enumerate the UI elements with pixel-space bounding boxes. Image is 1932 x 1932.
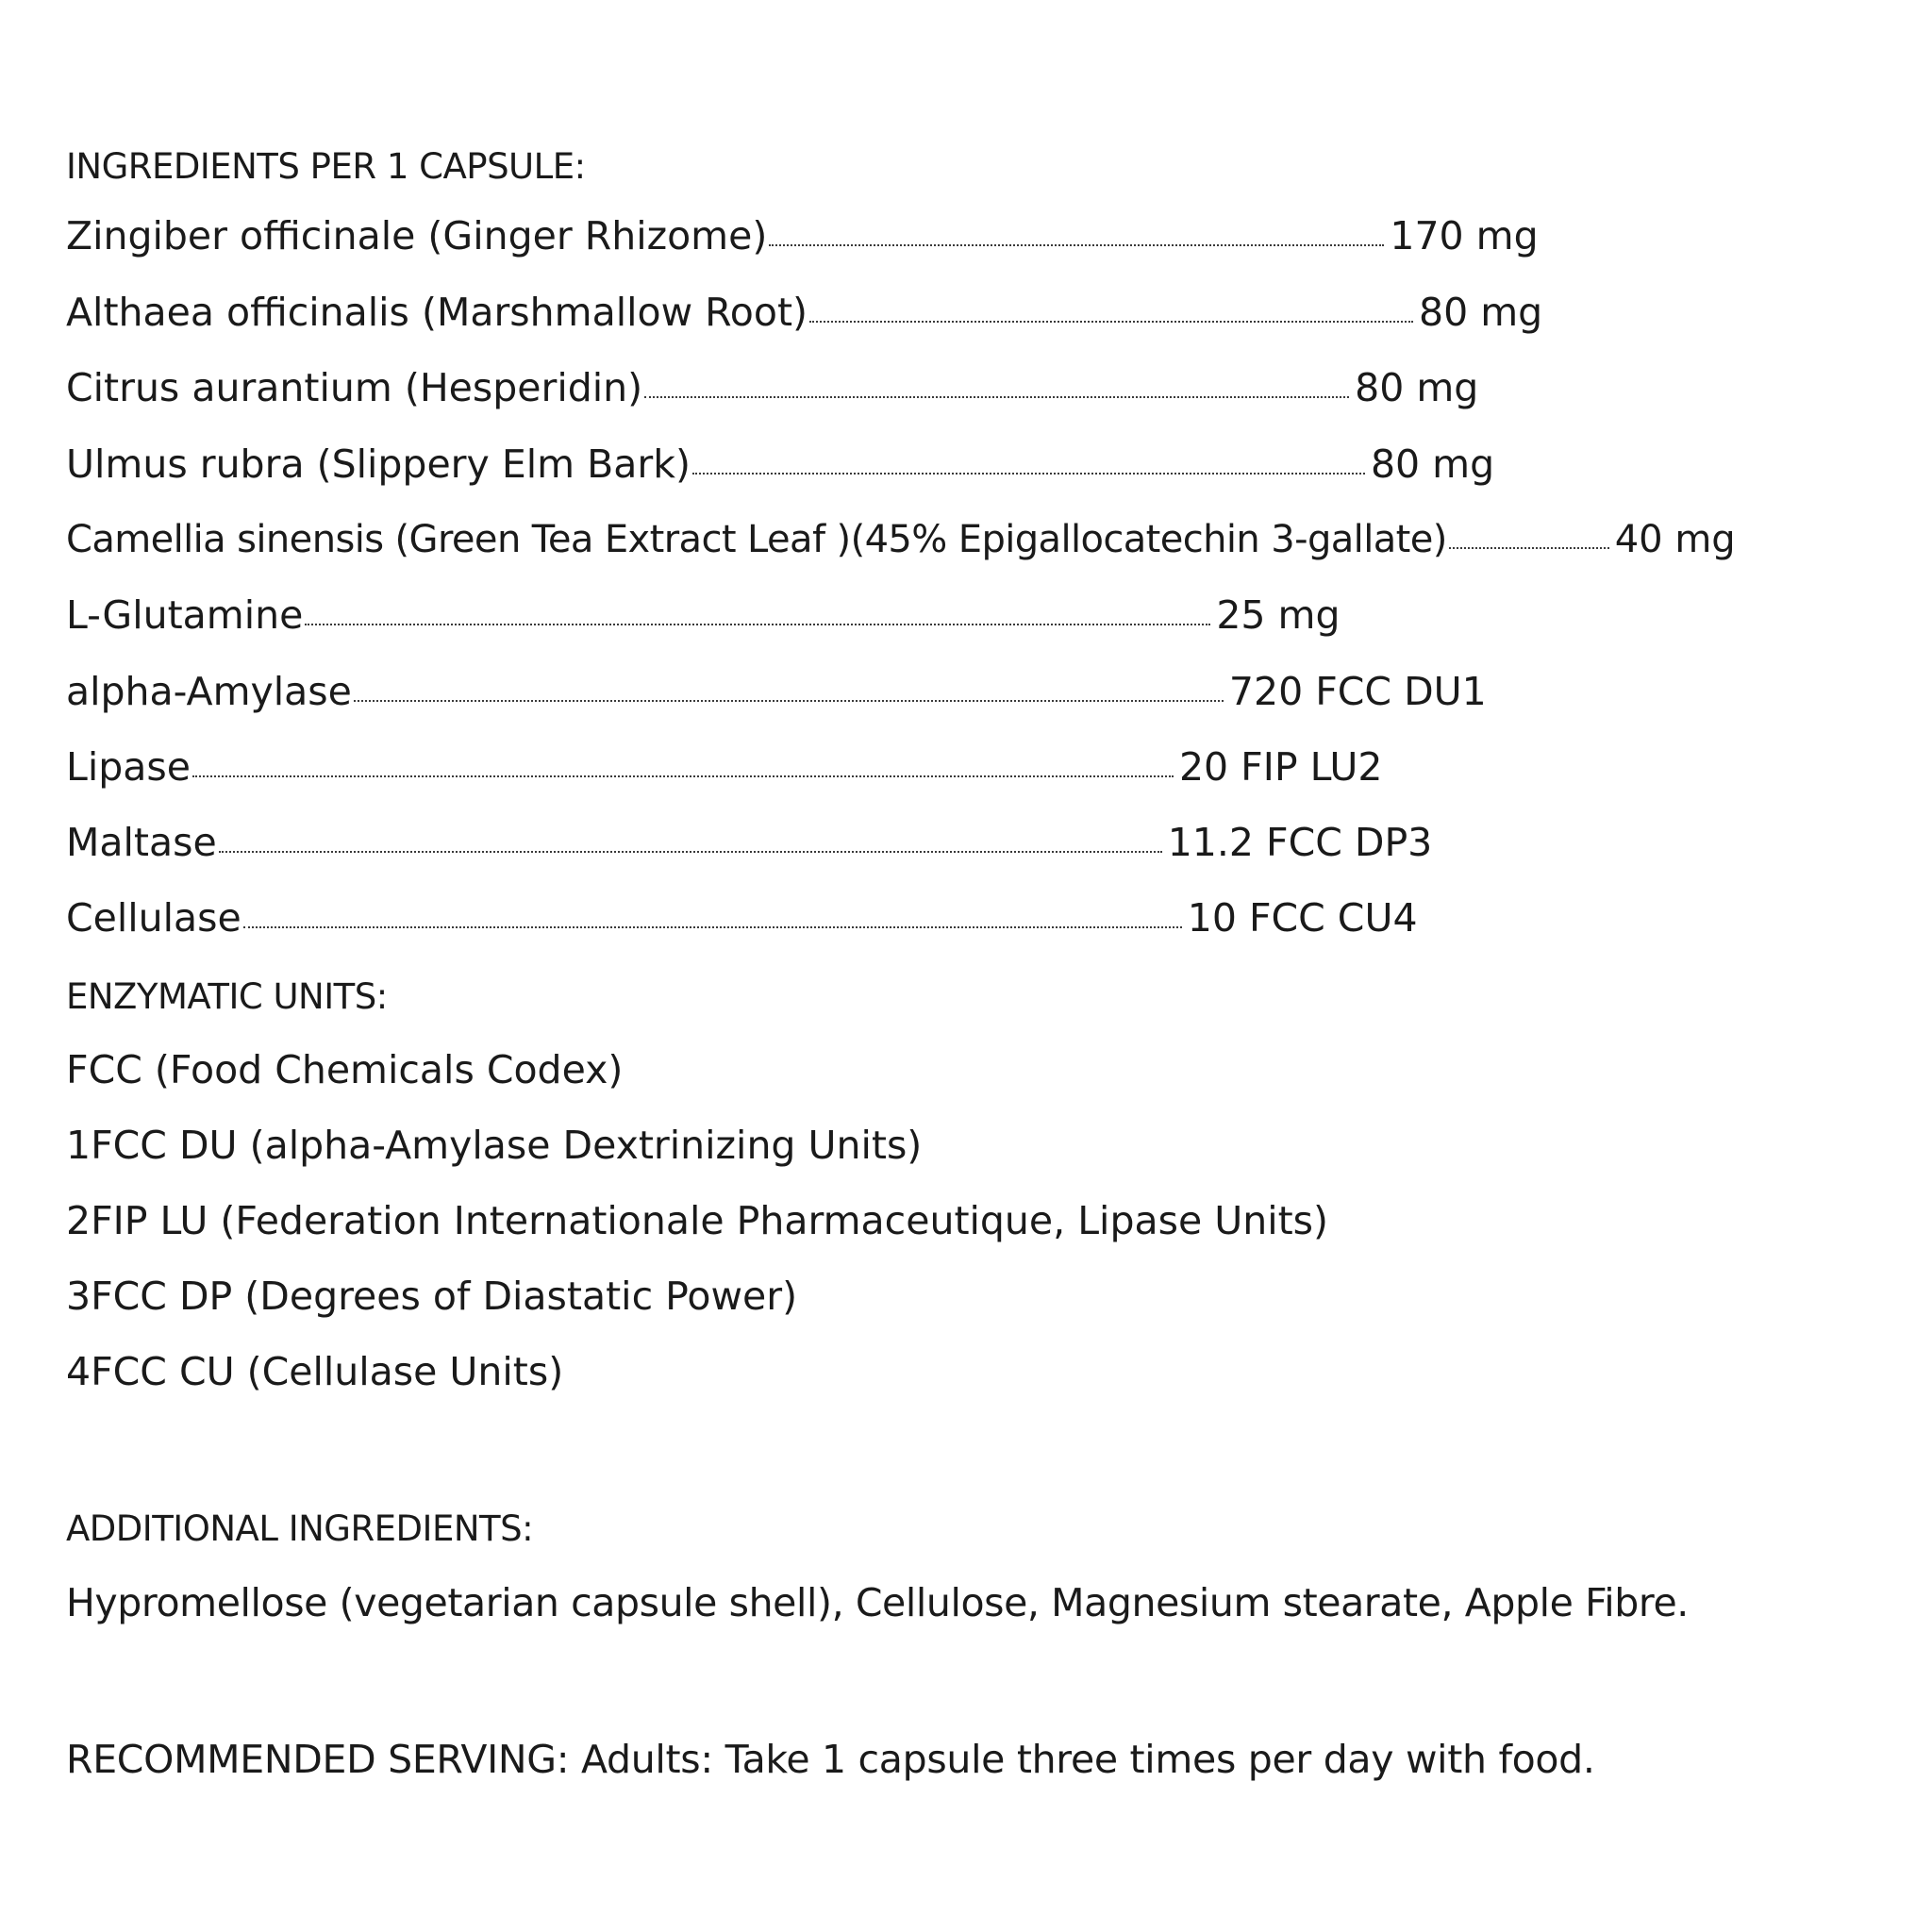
dot-leader xyxy=(192,775,1174,777)
ingredient-name: Lipase xyxy=(66,744,191,790)
ingredient-amount: 25 mg xyxy=(1216,592,1341,638)
ingredient-amount: 80 mg xyxy=(1370,441,1495,487)
additional-ingredients-heading: ADDITIONAL INGREDIENTS: xyxy=(66,1508,534,1549)
ingredient-name: Ulmus rubra (Slippery Elm Bark) xyxy=(66,441,691,487)
dot-leader xyxy=(354,700,1224,702)
ingredient-row xyxy=(66,213,1539,258)
ingredient-row xyxy=(66,669,1487,714)
ingredient-name: Althaea officinalis (Marshmallow Root) xyxy=(66,290,808,335)
enzymatic-unit-item: 2FIP LU (Federation Internationale Pharmaceutique, Lipase Units) xyxy=(66,1198,1329,1243)
ingredient-row xyxy=(66,290,1543,335)
ingredient-name: Citrus aurantium (Hesperidin) xyxy=(66,365,643,410)
ingredients-heading: INGREDIENTS PER 1 CAPSULE: xyxy=(66,146,586,187)
ingredient-name: Maltase xyxy=(66,820,217,865)
additional-ingredients-text: Hypromellose (vegetarian capsule shell), Cellulose, Magnesium stearate, Apple Fibre. xyxy=(66,1580,1689,1625)
ingredient-amount: 80 mg xyxy=(1419,290,1543,335)
ingredient-row xyxy=(66,365,1479,410)
ingredient-amount: 20 FIP LU2 xyxy=(1178,744,1383,790)
enzymatic-units-heading: ENZYMATIC UNITS: xyxy=(66,976,388,1017)
ingredient-amount: 10 FCC CU4 xyxy=(1187,895,1418,941)
ingredient-row xyxy=(66,592,1341,638)
ingredient-row xyxy=(66,744,1383,790)
ingredient-row xyxy=(66,441,1495,487)
ingredient-name: L-Glutamine xyxy=(66,592,304,638)
dot-leader xyxy=(644,396,1349,398)
ingredient-amount: 40 mg xyxy=(1614,518,1736,561)
ingredient-name: Camellia sinensis (Green Tea Extract Leaf )(45% Epigallocatechin 3-gallate) xyxy=(66,518,1447,561)
recommended-serving-text: RECOMMENDED SERVING: Adults: Take 1 capsule three times per day with food. xyxy=(66,1737,1595,1782)
enzymatic-unit-item: 1FCC DU (alpha-Amylase Dextrinizing Units) xyxy=(66,1123,923,1168)
dot-leader xyxy=(809,321,1413,323)
enzymatic-unit-item: 4FCC CU (Cellulase Units) xyxy=(66,1349,564,1394)
ingredient-amount: 170 mg xyxy=(1390,213,1539,258)
ingredient-name: Zingiber officinale (Ginger Rhizome) xyxy=(66,213,768,258)
ingredient-name: Cellulase xyxy=(66,895,242,941)
dot-leader xyxy=(219,851,1162,853)
dot-leader xyxy=(769,244,1384,246)
ingredient-amount: 11.2 FCC DP3 xyxy=(1167,820,1433,865)
dot-leader xyxy=(1449,547,1609,549)
ingredient-amount: 720 FCC DU1 xyxy=(1228,669,1487,714)
dot-leader xyxy=(692,473,1365,475)
ingredient-row xyxy=(66,518,1736,561)
enzymatic-unit-item: 3FCC DP (Degrees of Diastatic Power) xyxy=(66,1274,798,1319)
ingredient-amount: 80 mg xyxy=(1355,365,1479,410)
dot-leader xyxy=(305,624,1210,625)
dot-leader xyxy=(243,926,1182,928)
ingredient-row xyxy=(66,820,1433,865)
ingredient-name: alpha-Amylase xyxy=(66,669,352,714)
enzymatic-unit-item: FCC (Food Chemicals Codex) xyxy=(66,1047,624,1092)
ingredient-row xyxy=(66,895,1418,941)
